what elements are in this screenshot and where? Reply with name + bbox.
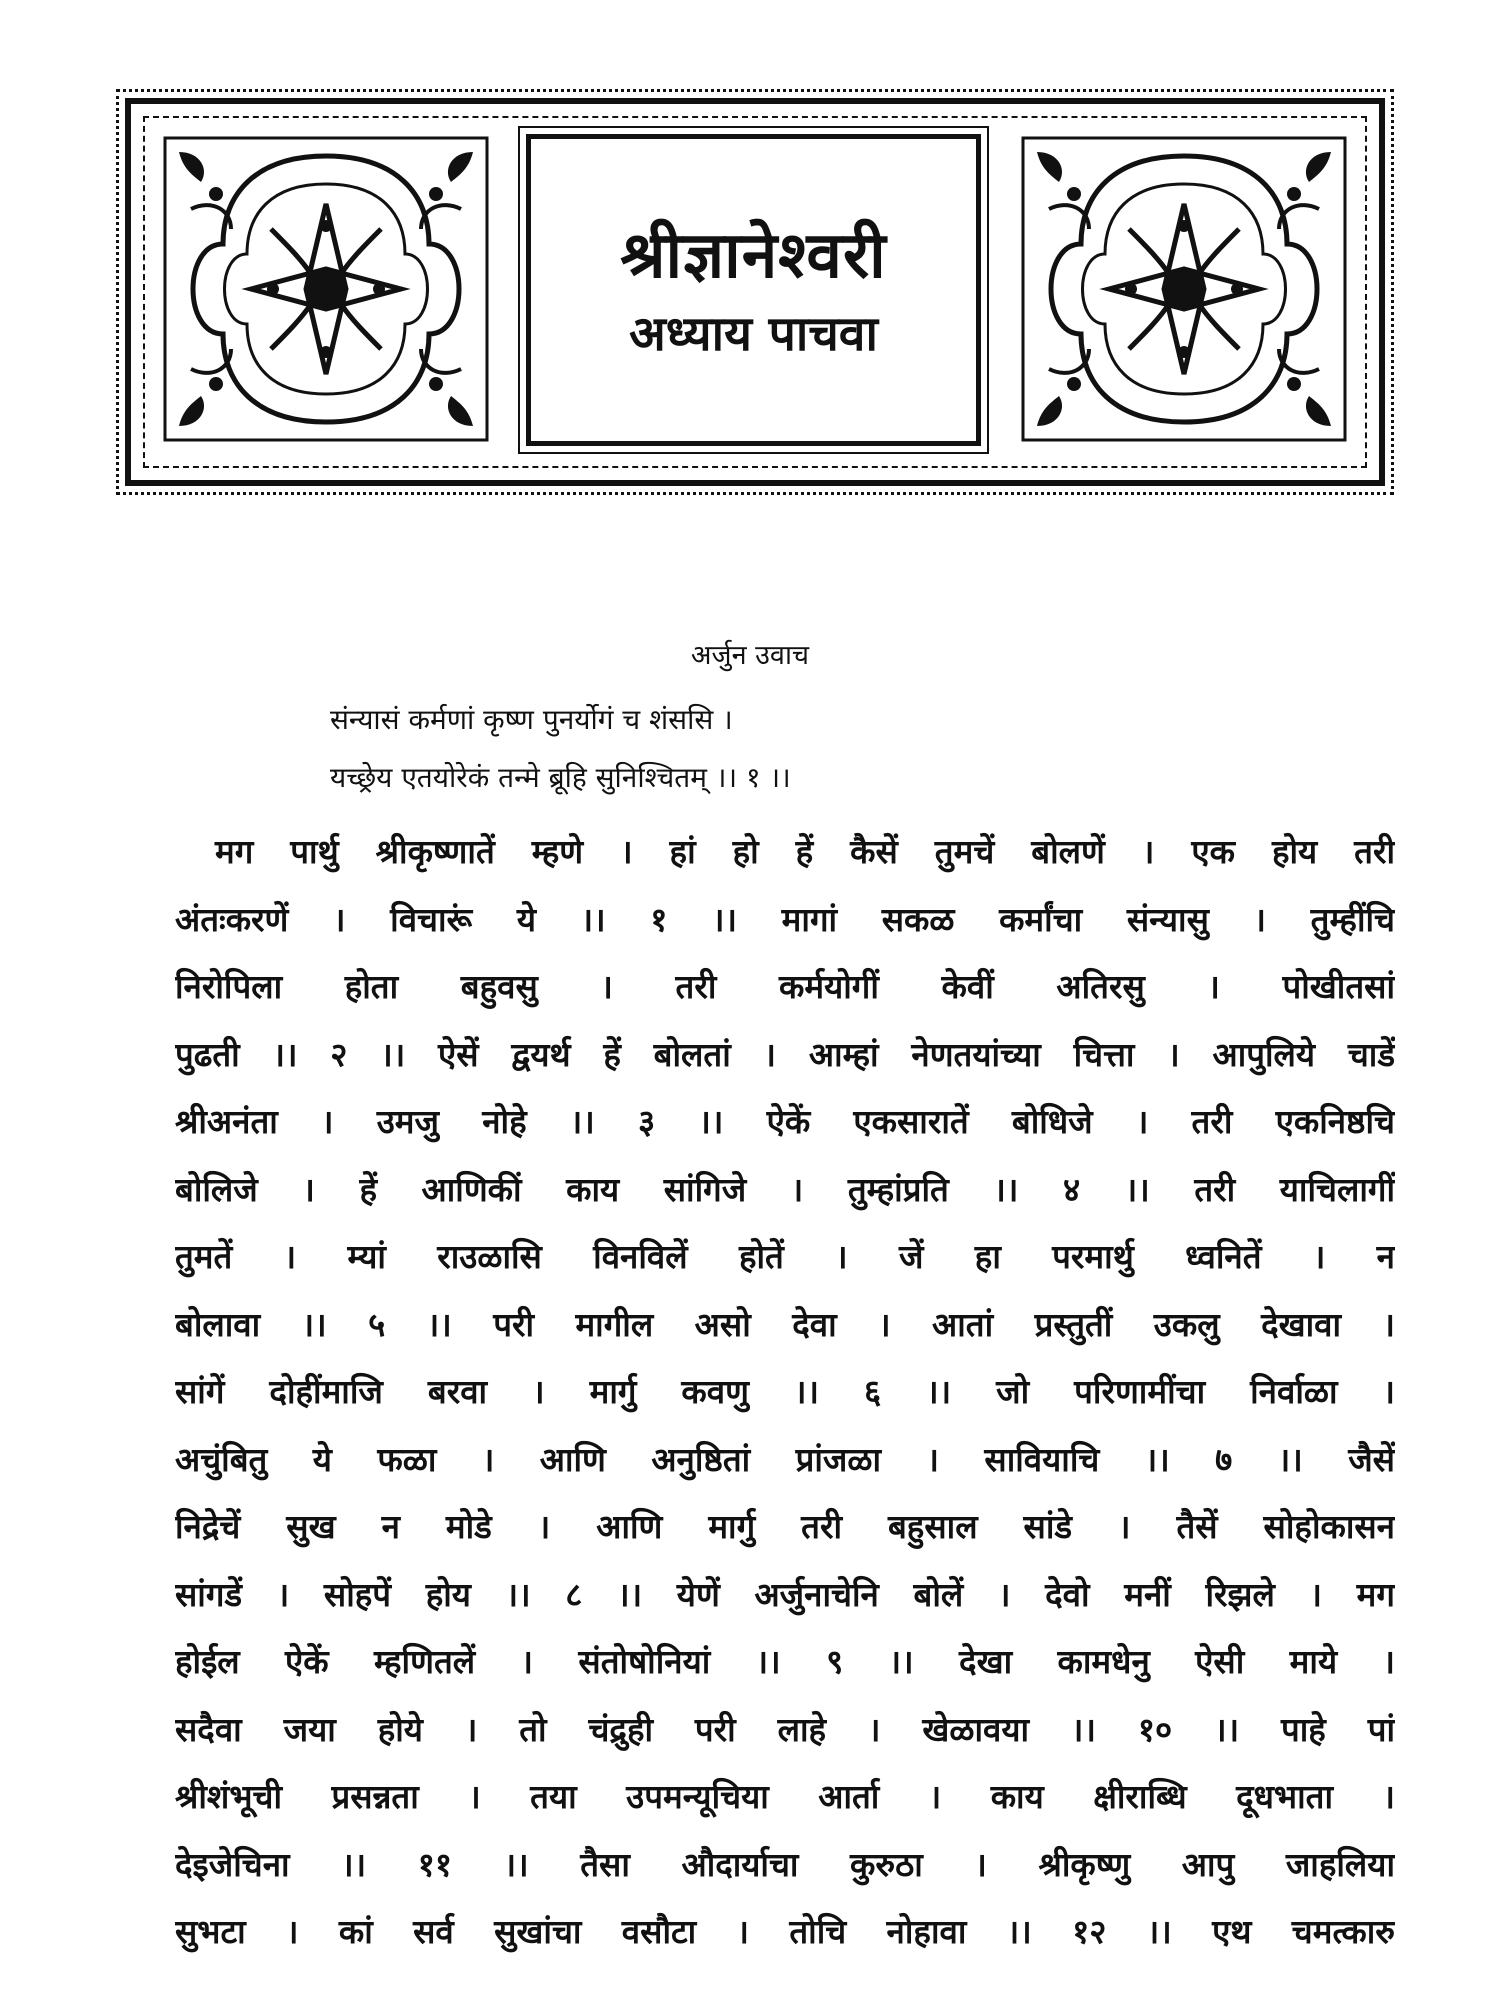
commentary-line: बोलावा ।। ५ ।। परी मागील असो देवा । आतां प्रस्तुतीं उकलु देखावा । <box>175 1304 1395 1344</box>
commentary-line: निरोपिला होता बहुवसु । तरी कर्मयोगीं केवीं अतिरसु । पोखीतसां <box>175 967 1395 1006</box>
commentary-line: अंतःकरणें । विचारूं ये ।। १ ।। मागां सकळ कर्मांचा संन्यासु । तुम्हींचि <box>175 899 1395 939</box>
right-ornament-icon <box>1019 134 1349 444</box>
title-box <box>526 134 981 446</box>
commentary-line: मग पार्थु श्रीकृष्णातें म्हणे । हां हो हें कैसें तुमचें बोलणें । एक होय तरी <box>215 832 1395 871</box>
commentary-line: सुभटा । कां सर्व सुखांचा वसौटा । तोचि नोहावा ।। १२ ।। एथ चमत्कारु <box>175 1912 1395 1951</box>
header-banner <box>125 98 1385 486</box>
verse-line-1: संन्यासं कर्मणां कृष्ण पुनर्योगं च शंससि । <box>330 703 733 736</box>
commentary-line: सांगडें । सोहपें होय ।। ८ ।। येणें अर्जुनाचेनि बोलें । देवो मनीं रिझले । मग <box>175 1574 1395 1614</box>
commentary-line: निद्रेचें सुख न मोडे । आणि मार्गु तरी बहुसाल सांडे । तैसें सोहोकासन <box>175 1507 1395 1546</box>
page-title: श्रीज्ञानेश्वरी <box>620 219 887 294</box>
commentary-line: सदैवा जया होये । तो चंद्रुही परी लाहे । खेळावया ।। १० ।। पाहे पां <box>175 1709 1395 1749</box>
commentary-line: अचुंबितु ये फळा । आणि अनुष्ठितां प्रांजळा । सावियाचि ।। ७ ।। जैसें <box>175 1439 1395 1479</box>
commentary-body <box>175 818 1395 1966</box>
commentary-line: बोलिजे । हें आणिकीं काय सांगिजे । तुम्हांप्रति ।। ४ ।। तरी याचिलागीं <box>175 1169 1395 1209</box>
commentary-line: देइजेचिना ।। ११ ।। तैसा औदार्याचा कुरुठा । श्रीकृष्णु आपु जाहलिया <box>175 1844 1395 1884</box>
commentary-line: होईल ऐकें म्हणितलें । संतोषोनियां ।। ९ ।। देखा कामधेनु ऐसी माये । <box>175 1642 1395 1681</box>
verse-speaker: अर्जुन उवाच <box>690 640 810 671</box>
left-ornament-icon <box>161 134 491 444</box>
commentary-line: पुढती ।। २ ।। ऐसें द्वयर्थ हें बोलतां । आम्हां नेणतयांच्या चित्ता । आपुलिये चाडें <box>175 1034 1395 1074</box>
commentary-line: तुमतें । म्यां राउळासि विनविलें होतें । जें हा परमार्थु ध्वनितें । न <box>175 1237 1395 1276</box>
chapter-subtitle: अध्याय पाचवा <box>629 306 878 363</box>
commentary-line: श्रीशंभूची प्रसन्नता । तया उपमन्यूचिया आर्ता । काय क्षीराब्धि दूधभाता । <box>175 1777 1395 1816</box>
commentary-line: सांगें दोहींमाजि बरवा । मार्गु कवणु ।। ६ ।। जो परिणामींचा निर्वाळा । <box>175 1372 1395 1411</box>
verse-line-2: यच्छ्रेय एतयोरेकं तन्मे ब्रूहि सुनिश्चितम् ।। १ ।। <box>330 761 791 794</box>
commentary-line: श्रीअनंता । उमजु नोहे ।। ३ ।। ऐकें एकसारातें बोधिजे । तरी एकनिष्ठचि <box>175 1102 1395 1141</box>
